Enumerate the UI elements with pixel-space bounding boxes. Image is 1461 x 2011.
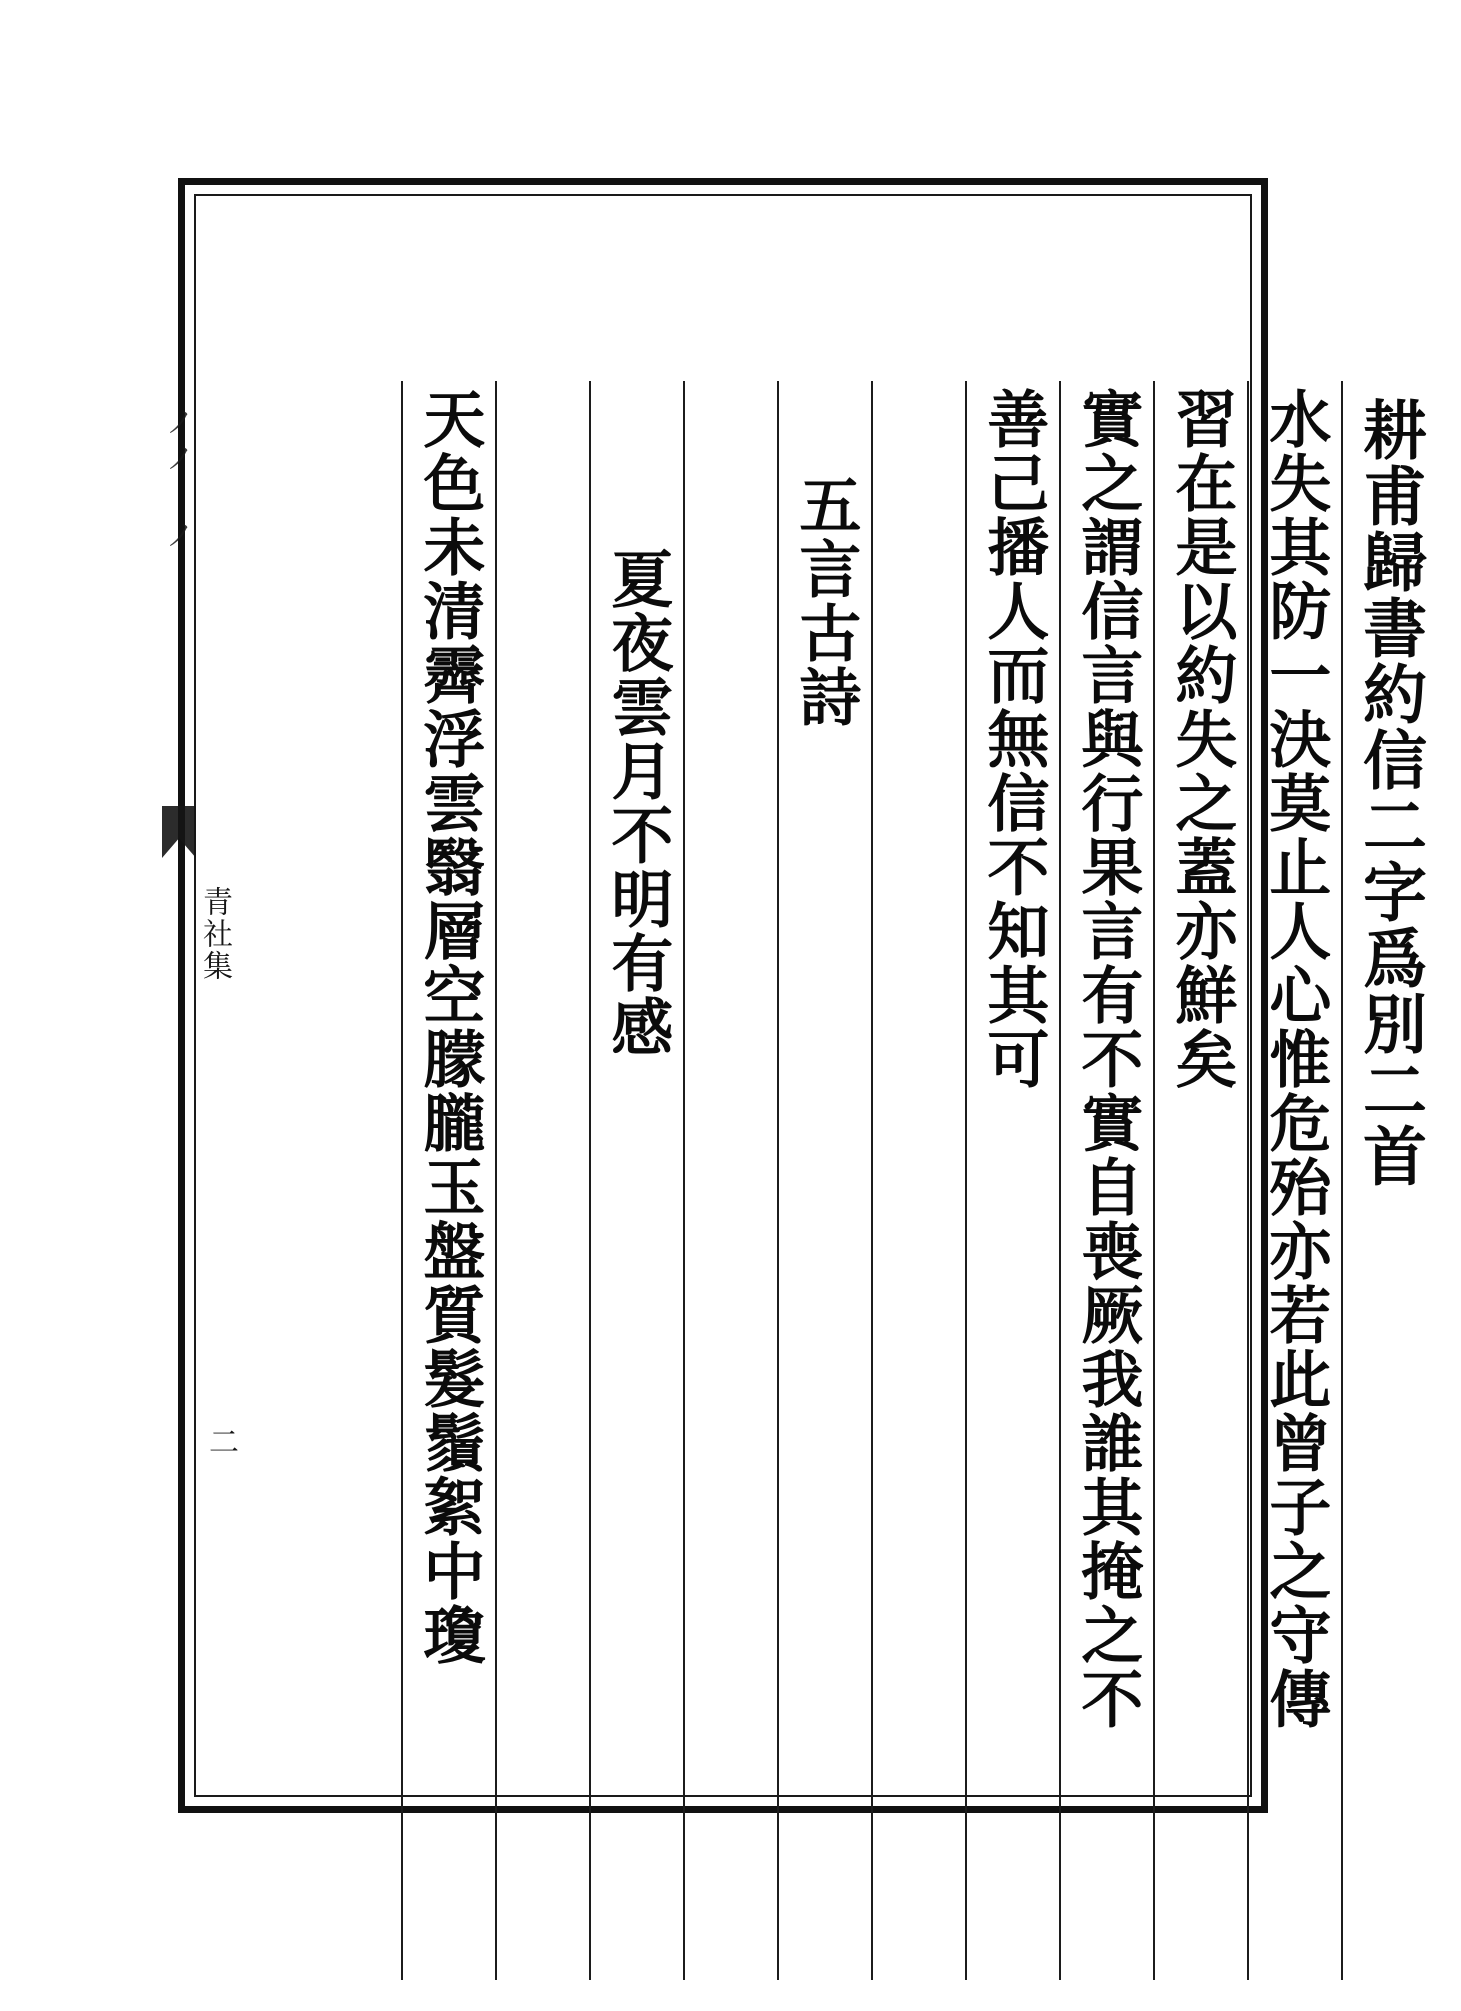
text-columns-area (381, 381, 1435, 1980)
column-text: 耕甫歸書約信二字爲別二首 (1351, 397, 1427, 1189)
text-column-blank-2 (683, 381, 777, 1980)
text-column-title (1341, 381, 1435, 1980)
text-column-poem-body (401, 381, 495, 1980)
column-text: 夏夜雲月不明有感 (600, 547, 674, 1059)
fold-column (159, 196, 262, 1795)
column-text: 善己播人而無信不知其可 (976, 387, 1050, 1091)
column-text: 水失其防一決莫止人心惟危殆亦若此曾子之守傳 (1258, 387, 1332, 1731)
column-text: 習在是以約失之蓋亦鮮矣 (1164, 387, 1238, 1091)
printed-block-frame (178, 178, 1427, 1813)
text-column-body-3 (1059, 381, 1153, 1980)
text-column-section-heading (777, 381, 871, 1980)
column-text: 天色未清霽浮雲翳層空朦朧玉盤質髮鬚絮中瓊 (412, 387, 486, 1667)
fold-registration-mark: ノノ ノ (159, 406, 194, 555)
column-text: 實之謂信言與行果言有不實自喪厥我誰其掩之不 (1070, 387, 1144, 1731)
page-number: 二 (203, 1426, 238, 1458)
text-column-body-4 (965, 381, 1059, 1980)
text-column-blank-3 (495, 381, 589, 1980)
text-column-body-2 (1153, 381, 1247, 1980)
marginal-book-title: 青社集 (197, 886, 232, 982)
text-column-poem-title (589, 381, 683, 1980)
text-column-body-1 (1247, 381, 1341, 1980)
text-column-blank-1 (871, 381, 965, 1980)
column-text: 五言古詩 (788, 473, 862, 729)
